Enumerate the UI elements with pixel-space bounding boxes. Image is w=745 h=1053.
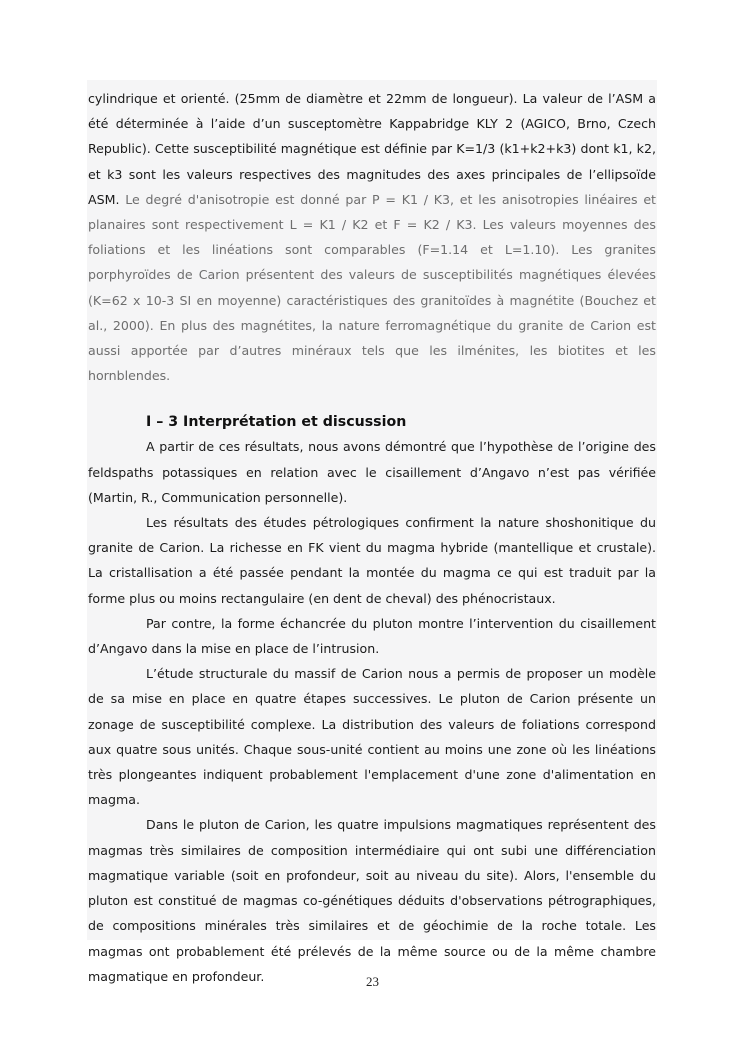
intro-paragraph xyxy=(88,86,656,388)
intro-text-part1: cylindrique et orienté. (25mm de diamètre et 22mm de longueur). La valeur de l’ASM a été déterminée à l’aide d’un susceptomètre Kappabridge KLY 2 (AGICO, Brno, Czech Republic). Cette susceptibilité magnétique est définie par K=1/3 (k1+k2+k3) dont k1, k2, et k3 sont les valeurs respectives des magnitudes des axes principales de l’ellipsoïde ASM. xyxy=(88,91,656,207)
paragraph-2: Les résultats des études pétrologiques confirment la nature shoshonitique du granite de Carion. La richesse en FK vient du magma hybride (mantellique et crustale). La cristallisation a été passée pendant la montée du magma ce qui est traduit par la forme plus ou moins rectangulaire (en dent de cheval) des phénocristaux. xyxy=(88,515,656,606)
paragraph-1: A partir de ces résultats, nous avons démontré que l’hypothèse de l’origine des feldspaths potassiques en relation avec le cisaillement d’Angavo n’est pas vérifiée (Martin, R., Communication personnelle). xyxy=(88,439,656,505)
section-heading: I – 3 Interprétation et discussion xyxy=(146,414,407,431)
document-body xyxy=(88,86,656,989)
paragraph-5: Dans le pluton de Carion, les quatre impulsions magmatiques représentent des magmas très similaires de composition intermédiaire qui ont subi une différenciation magmatique variable (soit en profondeur, soit au niveau du site). Alors, l'ensemble du pluton est constitué de magmas co-génétiques déduits d'observations pétrographiques, de compositions minérales très similaires et de géochimie de la roche totale. Les magmas ont probablement été prélevés de la même source ou de la même chambre magmatique en profondeur. xyxy=(88,817,656,984)
paragraph-4: L’étude structurale du massif de Carion nous a permis de proposer un modèle de sa mise en place en quatre étapes successives. Le pluton de Carion présente un zonage de susceptibilité complexe. La distribution des valeurs de foliations correspond aux quatre sous unités. Chaque sous-unité contient au moins une zone où les linéations très plongeantes indiquent probablement l'emplacement d'une zone d'alimentation en magma. xyxy=(88,666,656,808)
paragraph-3: Par contre, la forme échancrée du pluton montre l’intervention du cisaillement d’Angavo dans la mise en place de l’intrusion. xyxy=(88,615,656,657)
intro-text-part2: Le degré d'anisotropie est donné par P = K1 / K3, et les anisotropies linéaires et planaires sont respectivement L = K1 / K2 et F = K2 / K3. Les valeurs moyennes des foliations et les linéations sont comparables (F=1.14 et L=1.10). Les granites porphyroïdes de Carion présentent des valeurs de susceptibilités magnétiques élevées (K=62 x 10-3 SI en moyenne) caractéristiques des granitoïdes à magnétite (Bouchez et al., 2000). En plus des magnétites, la nature ferromagnétique du granite de Carion est aussi apportée par d’autres minéraux tels que les ilménites, les biotites et les hornblendes. xyxy=(88,191,656,384)
page-number: 23 xyxy=(366,974,379,989)
